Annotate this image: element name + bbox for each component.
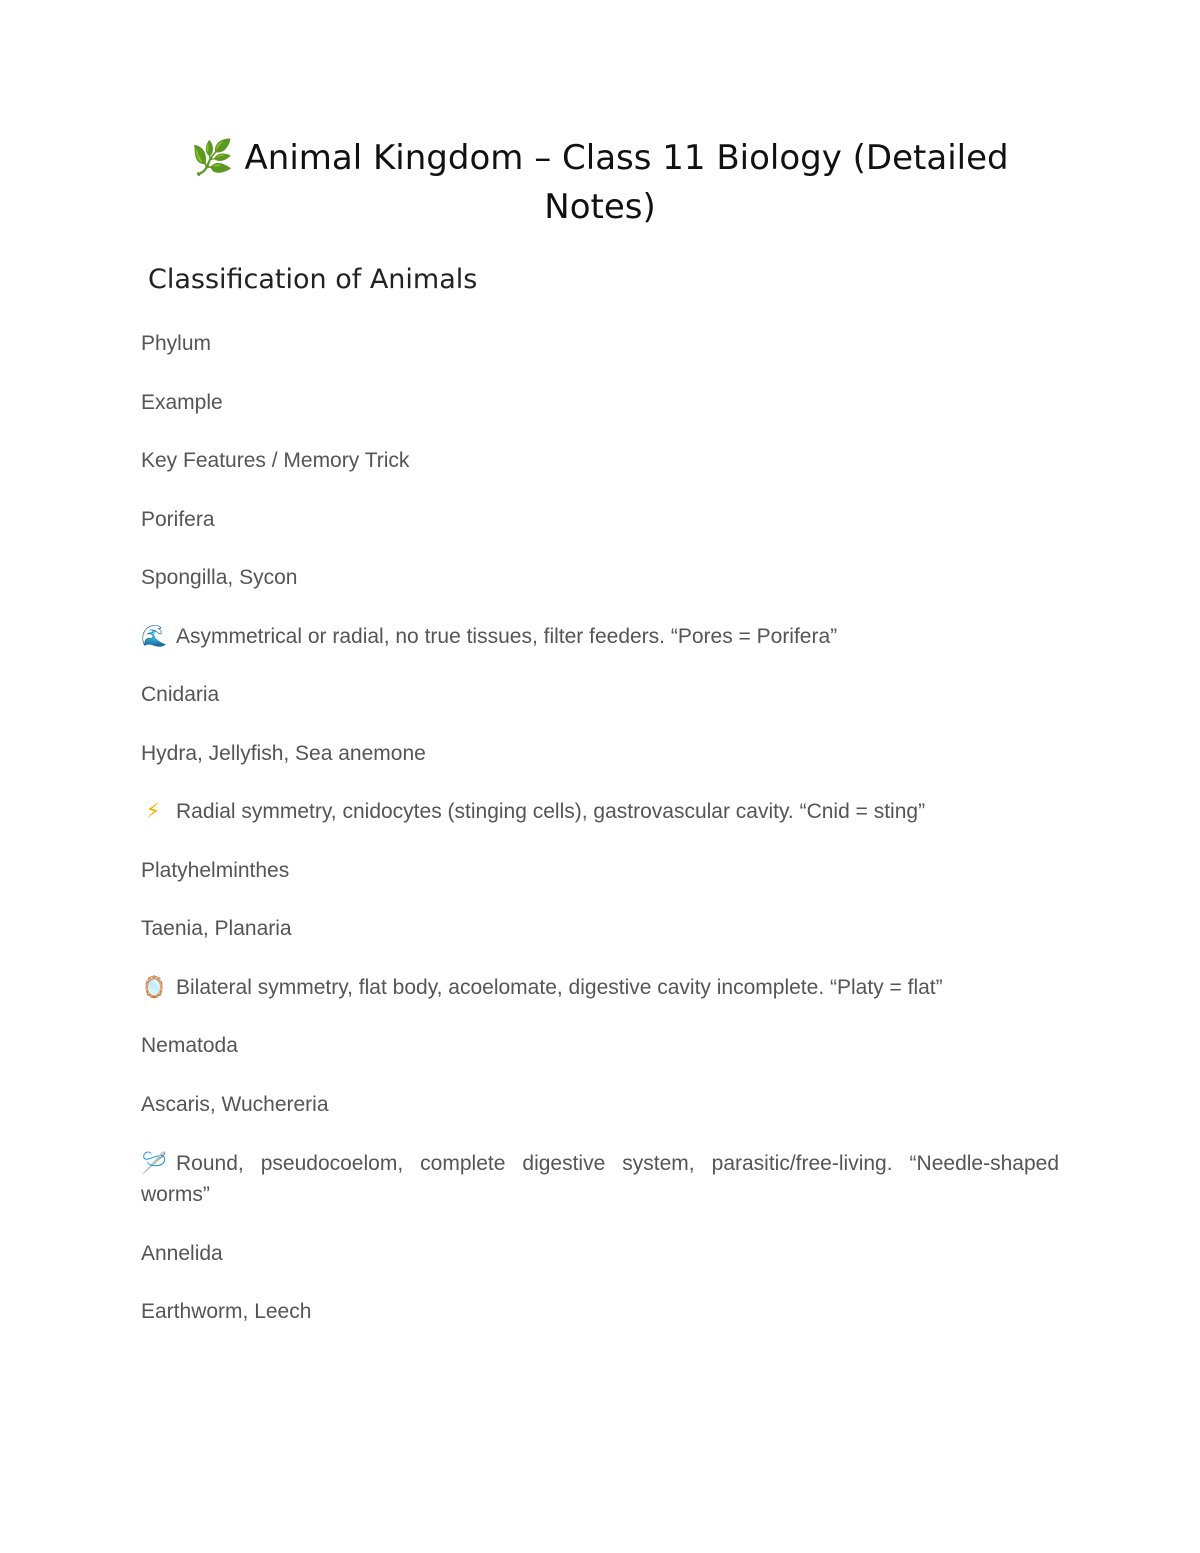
section-heading: Classification of Animals [148,264,478,295]
phylum-examples: Spongilla, Sycon [141,566,298,589]
phylum-features-text: Round, pseudocoelom, complete digestive system, parasitic/free-living. “Needle-shaped worms” [141,1152,1059,1206]
phylum-features [141,972,1059,1003]
phylum-features [141,1148,1059,1210]
phylum-name: Porifera [141,508,215,531]
page-title-text: Animal Kingdom – Class 11 Biology (Detailed Notes) [244,138,1009,227]
lightning-icon: ⚡ [145,799,161,823]
phylum-examples: Hydra, Jellyfish, Sea anemone [141,742,426,765]
phylum-name: Annelida [141,1242,223,1265]
phylum-examples: Ascaris, Wuchereria [141,1093,329,1116]
phylum-features [141,621,1059,652]
mirror-icon: 🪞 [141,975,168,999]
phylum-examples: Taenia, Planaria [141,917,292,940]
herb-icon: 🌿 [191,138,234,178]
needle-icon: 🪡 [141,1151,168,1175]
phylum-name: Cnidaria [141,683,220,706]
wave-icon: 🌊 [141,624,168,648]
phylum-name: Nematoda [141,1034,238,1057]
phylum-features [141,796,1059,827]
phylum-name: Platyhelminthes [141,859,290,882]
table-header-example: Example [141,391,223,414]
phylum-features-text: Bilateral symmetry, flat body, acoelomate, digestive cavity incomplete. “Platy = flat” [176,976,943,999]
phylum-examples: Earthworm, Leech [141,1300,312,1323]
phylum-features-text: Radial symmetry, cnidocytes (stinging cells), gastrovascular cavity. “Cnid = sting” [176,800,926,823]
phylum-features-text: Asymmetrical or radial, no true tissues, filter feeders. “Pores = Porifera” [176,625,838,648]
page-title [140,134,1060,232]
table-header-key-features: Key Features / Memory Trick [141,449,410,472]
table-header-phylum: Phylum [141,332,212,355]
